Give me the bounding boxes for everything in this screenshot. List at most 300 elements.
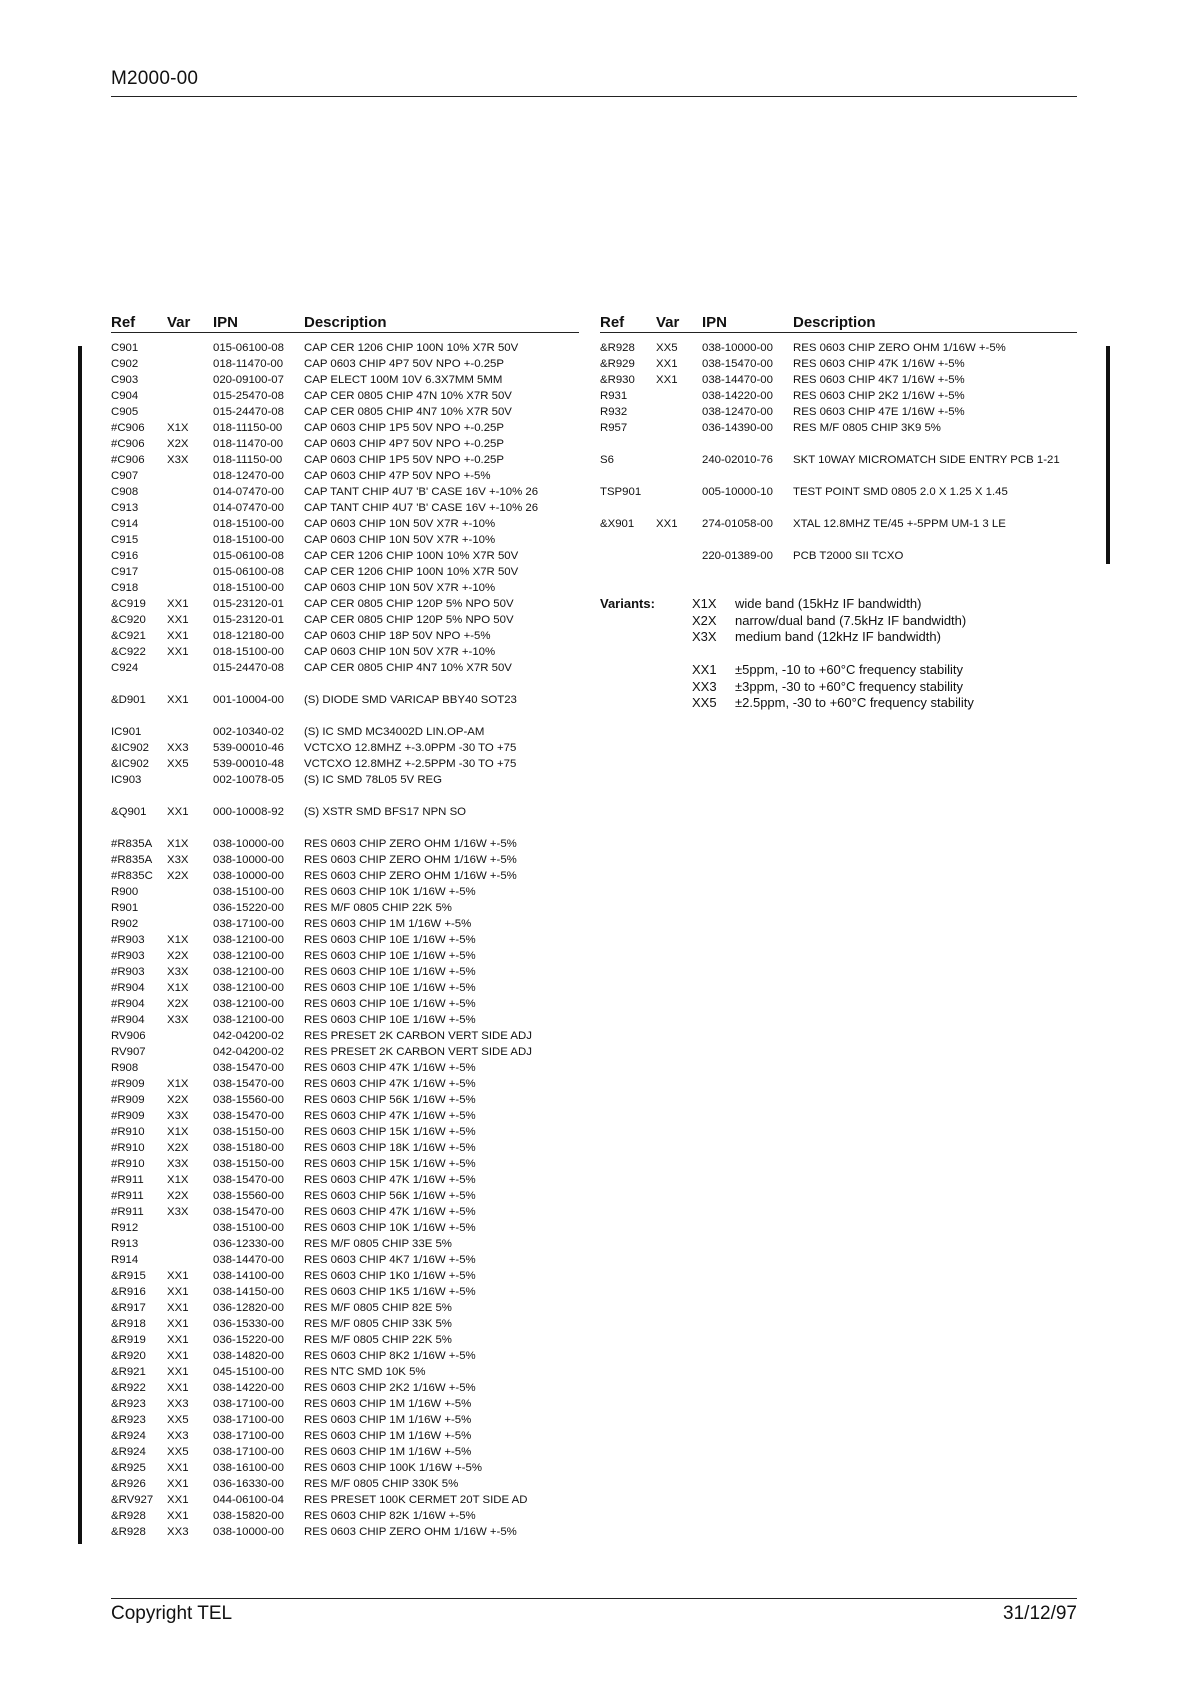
parts-row: [111, 692, 579, 708]
cell-description: CAP 0603 CHIP 4P7 50V NPO +-0.25P: [304, 438, 504, 450]
cell-var: X1X: [167, 422, 189, 434]
parts-row: [111, 1460, 579, 1476]
parts-row: [111, 436, 579, 452]
parts-row: [111, 1412, 579, 1428]
header-var: Var: [656, 314, 680, 331]
cell-ref: &Q901: [111, 806, 147, 818]
cell-var: X3X: [167, 1158, 189, 1170]
cell-ref: #R903: [111, 966, 145, 978]
cell-ipn: 038-15470-00: [213, 1110, 284, 1122]
cell-ipn: 015-06100-08: [213, 550, 284, 562]
cell-ipn: 018-15100-00: [213, 534, 284, 546]
cell-var: XX1: [167, 1510, 189, 1522]
parts-row: [111, 580, 579, 596]
cell-description: CAP CER 1206 CHIP 100N 10% X7R 50V: [304, 566, 519, 578]
cell-description: RES 0603 CHIP ZERO OHM 1/16W +-5%: [304, 854, 517, 866]
cell-description: RES 0603 CHIP 10E 1/16W +-5%: [304, 982, 476, 994]
parts-row: [111, 852, 579, 868]
cell-var: XX1: [167, 1494, 189, 1506]
cell-var: XX1: [167, 806, 189, 818]
cell-ipn: 005-10000-10: [702, 486, 773, 498]
cell-ref: C902: [111, 358, 139, 370]
cell-ref: &R921: [111, 1366, 146, 1378]
cell-description: RES 0603 CHIP 4K7 1/16W +-5%: [304, 1254, 476, 1266]
cell-ref: R902: [111, 918, 139, 930]
parts-row: [111, 548, 579, 564]
cell-ref: #R911: [111, 1174, 144, 1186]
parts-rows-left: [111, 333, 579, 1540]
cell-ref: #R903: [111, 950, 145, 962]
cell-ref: &R915: [111, 1270, 146, 1282]
parts-row: [111, 564, 579, 580]
cell-ipn: 018-15100-00: [213, 582, 284, 594]
parts-row: [111, 340, 579, 356]
cell-ipn: 036-15220-00: [213, 902, 284, 914]
cell-ipn: 018-11150-00: [213, 454, 283, 466]
variant-code: X2X: [692, 612, 717, 628]
parts-row: [111, 788, 579, 804]
variant-code: XX5: [692, 695, 717, 710]
cell-ipn: 038-12470-00: [702, 406, 773, 418]
cell-var: XX1: [167, 598, 189, 610]
parts-row: [111, 1092, 579, 1108]
cell-description: CAP 0603 CHIP 10N 50V X7R +-10%: [304, 582, 496, 594]
cell-ipn: 018-15100-00: [213, 646, 284, 658]
cell-description: CAP CER 1206 CHIP 100N 10% X7R 50V: [304, 342, 519, 354]
cell-description: RES 0603 CHIP 56K 1/16W +-5%: [304, 1190, 476, 1202]
cell-ipn: 036-12820-00: [213, 1302, 284, 1314]
cell-ipn: 038-15470-00: [213, 1062, 284, 1074]
cell-ref: C905: [111, 406, 139, 418]
cell-description: RES 0603 CHIP 1K5 1/16W +-5%: [304, 1286, 476, 1298]
cell-var: X3X: [167, 1206, 189, 1218]
parts-row: [111, 596, 579, 612]
cell-var: XX1: [167, 694, 189, 706]
cell-ipn: 038-17100-00: [213, 1398, 284, 1410]
cell-var: X1X: [167, 1126, 189, 1138]
cell-description: RES 0603 CHIP ZERO OHM 1/16W +-5%: [304, 1526, 517, 1538]
parts-row: [111, 676, 579, 692]
cell-ref: RV906: [111, 1030, 146, 1042]
parts-row: [600, 468, 1077, 484]
cell-ipn: 038-15180-00: [213, 1142, 284, 1154]
parts-row: [600, 500, 1077, 516]
cell-description: XTAL 12.8MHZ TE/45 +-5PPM UM-1 3 LE: [793, 518, 1006, 530]
cell-ipn: 038-15100-00: [213, 1222, 284, 1234]
cell-ref: &R920: [111, 1350, 146, 1362]
cell-ipn: 018-11470-00: [213, 358, 284, 370]
cell-description: RES 0603 CHIP 47K 1/16W +-5%: [793, 358, 965, 370]
cell-ipn: 044-06100-04: [213, 1494, 284, 1506]
cell-ref: #C906: [111, 422, 145, 434]
cell-ref: IC901: [111, 726, 142, 738]
cell-ipn: 036-12330-00: [213, 1238, 284, 1250]
cell-description: RES PRESET 2K CARBON VERT SIDE ADJ: [304, 1030, 532, 1042]
cell-ref: C916: [111, 550, 139, 562]
cell-ipn: 001-10004-00: [213, 694, 284, 706]
parts-row: [111, 1300, 579, 1316]
cell-ref: &D901: [111, 694, 146, 706]
change-bar-right: [1106, 346, 1110, 564]
cell-ipn: 038-15100-00: [213, 886, 284, 898]
parts-row: [111, 452, 579, 468]
cell-var: XX1: [656, 518, 678, 530]
variant-code: XX1: [692, 662, 717, 677]
cell-ipn: 038-15560-00: [213, 1094, 284, 1106]
cell-var: X2X: [167, 1142, 189, 1154]
cell-description: RES M/F 0805 CHIP 82E 5%: [304, 1302, 452, 1314]
variant-code: X1X: [692, 596, 717, 611]
cell-ref: R908: [111, 1062, 139, 1074]
parts-row: [111, 836, 579, 852]
cell-description: RES 0603 CHIP 15K 1/16W +-5%: [304, 1158, 476, 1170]
parts-row: [111, 932, 579, 948]
cell-var: XX1: [167, 1286, 189, 1298]
parts-row: [111, 1508, 579, 1524]
parts-row: [600, 388, 1077, 404]
cell-var: X1X: [167, 982, 189, 994]
table-header: [111, 314, 579, 333]
cell-var: XX1: [656, 374, 678, 386]
parts-row: [111, 356, 579, 372]
parts-row: [600, 516, 1077, 532]
cell-var: XX3: [167, 1526, 189, 1538]
parts-row: [111, 420, 579, 436]
cell-ref: C903: [111, 374, 139, 386]
parts-row: [111, 1172, 579, 1188]
cell-ref: &C922: [111, 646, 146, 658]
cell-ref: TSP901: [600, 486, 642, 498]
cell-description: RES 0603 CHIP 1M 1/16W +-5%: [304, 1398, 472, 1410]
parts-row: [111, 1076, 579, 1092]
copyright-text: Copyright TEL: [111, 1603, 233, 1624]
cell-description: RES 0603 CHIP 8K2 1/16W +-5%: [304, 1350, 476, 1362]
cell-ipn: 038-15560-00: [213, 1190, 284, 1202]
parts-row: [111, 516, 579, 532]
cell-ipn: 038-12100-00: [213, 950, 284, 962]
cell-var: XX5: [167, 1414, 189, 1426]
cell-ipn: 220-01389-00: [702, 550, 773, 562]
cell-description: RES 0603 CHIP 10E 1/16W +-5%: [304, 934, 476, 946]
parts-row: [111, 948, 579, 964]
cell-var: X3X: [167, 966, 189, 978]
parts-row: [111, 500, 579, 516]
cell-ipn: 018-11150-00: [213, 422, 283, 434]
cell-description: RES 0603 CHIP 100K 1/16W +-5%: [304, 1462, 483, 1474]
cell-var: X2X: [167, 1094, 189, 1106]
parts-row: [600, 372, 1077, 388]
cell-description: CAP CER 0805 CHIP 120P 5% NPO 50V: [304, 614, 514, 626]
cell-description: RES M/F 0805 CHIP 22K 5%: [304, 902, 452, 914]
cell-ipn: 036-14390-00: [702, 422, 773, 434]
cell-ipn: 038-14220-00: [702, 390, 773, 402]
parts-row: [600, 340, 1077, 356]
parts-row: [111, 964, 579, 980]
cell-description: CAP 0603 CHIP 10N 50V X7R +-10%: [304, 534, 496, 546]
cell-description: RES M/F 0805 CHIP 330K 5%: [304, 1478, 459, 1490]
cell-description: (S) IC SMD 78L05 5V REG: [304, 774, 443, 786]
cell-var: XX3: [167, 1430, 189, 1442]
cell-ref: &R917: [111, 1302, 146, 1314]
cell-description: RES 0603 CHIP ZERO OHM 1/16W +-5%: [793, 342, 1006, 354]
cell-ipn: 042-04200-02: [213, 1030, 284, 1042]
cell-ipn: 038-15820-00: [213, 1510, 284, 1522]
parts-row: [600, 452, 1077, 468]
parts-row: [111, 1124, 579, 1140]
cell-ipn: 020-09100-07: [213, 374, 284, 386]
cell-description: PCB T2000 SII TCXO: [793, 550, 904, 562]
cell-ipn: 018-12470-00: [213, 470, 284, 482]
cell-var: X1X: [167, 838, 189, 850]
cell-description: RES M/F 0805 CHIP 22K 5%: [304, 1334, 452, 1346]
cell-ref: C908: [111, 486, 139, 498]
cell-description: CAP CER 0805 CHIP 4N7 10% X7R 50V: [304, 406, 512, 418]
cell-description: CAP CER 0805 CHIP 47N 10% X7R 50V: [304, 390, 512, 402]
cell-description: CAP CER 1206 CHIP 100N 10% X7R 50V: [304, 550, 519, 562]
cell-ipn: 038-15150-00: [213, 1126, 284, 1138]
parts-row: [111, 404, 579, 420]
parts-row: [600, 484, 1077, 500]
cell-ref: #C906: [111, 454, 145, 466]
parts-row: [111, 1204, 579, 1220]
cell-var: XX1: [167, 646, 189, 658]
cell-description: (S) IC SMD MC34002D LIN.OP-AM: [304, 726, 485, 738]
cell-ipn: 036-15220-00: [213, 1334, 284, 1346]
cell-description: VCTCXO 12.8MHZ +-2.5PPM -30 TO +75: [304, 758, 517, 770]
cell-ipn: 000-10008-92: [213, 806, 284, 818]
cell-ref: &R928: [111, 1510, 146, 1522]
parts-row: [111, 388, 579, 404]
cell-description: RES 0603 CHIP 10E 1/16W +-5%: [304, 998, 476, 1010]
parts-row: [111, 1524, 579, 1540]
cell-ipn: 015-23120-01: [213, 614, 284, 626]
cell-var: XX1: [167, 1302, 189, 1314]
parts-row: [111, 1396, 579, 1412]
parts-row: [111, 1428, 579, 1444]
parts-row: [111, 1140, 579, 1156]
cell-description: RES M/F 0805 CHIP 3K9 5%: [793, 422, 941, 434]
cell-ipn: 038-12100-00: [213, 934, 284, 946]
cell-var: X2X: [167, 438, 189, 450]
cell-var: XX1: [167, 1350, 189, 1362]
cell-ref: &R929: [600, 358, 635, 370]
cell-var: XX1: [167, 1270, 189, 1282]
header-rule: [111, 96, 1077, 97]
cell-ipn: 038-15470-00: [702, 358, 773, 370]
cell-ref: C907: [111, 470, 139, 482]
cell-ipn: 015-06100-08: [213, 342, 284, 354]
parts-row: [111, 980, 579, 996]
header-ipn: IPN: [702, 314, 728, 331]
cell-ipn: 014-07470-00: [213, 486, 284, 498]
parts-row: [600, 404, 1077, 420]
cell-description: VCTCXO 12.8MHZ +-3.0PPM -30 TO +75: [304, 742, 517, 754]
cell-var: XX5: [167, 758, 189, 770]
parts-row: [111, 1108, 579, 1124]
cell-var: XX1: [167, 1318, 189, 1330]
parts-row: [111, 372, 579, 388]
parts-row: [111, 868, 579, 884]
cell-ref: R901: [111, 902, 139, 914]
cell-ref: #R835C: [111, 870, 153, 882]
variant-code: X3X: [692, 629, 717, 644]
cell-ref: #R904: [111, 998, 145, 1010]
parts-row: [600, 532, 1077, 548]
table-header: [600, 314, 1077, 333]
cell-description: CAP 0603 CHIP 1P5 50V NPO +-0.25P: [304, 422, 504, 434]
cell-ref: #R909: [111, 1078, 145, 1090]
cell-description: RES 0603 CHIP 15K 1/16W +-5%: [304, 1126, 476, 1138]
cell-ipn: 015-06100-08: [213, 566, 284, 578]
cell-ipn: 539-00010-46: [213, 742, 284, 754]
parts-row: [111, 1476, 579, 1492]
cell-ipn: 038-10000-00: [213, 854, 284, 866]
cell-ref: &R919: [111, 1334, 146, 1346]
cell-ref: &R923: [111, 1398, 146, 1410]
header-ref: Ref: [600, 314, 625, 331]
cell-description: CAP 0603 CHIP 4P7 50V NPO +-0.25P: [304, 358, 504, 370]
cell-description: CAP ELECT 100M 10V 6.3X7MM 5MM: [304, 374, 503, 386]
cell-description: RES 0603 CHIP 18K 1/16W +-5%: [304, 1142, 476, 1154]
cell-description: RES 0603 CHIP ZERO OHM 1/16W +-5%: [304, 838, 517, 850]
cell-ref: R900: [111, 886, 139, 898]
cell-ref: &R924: [111, 1430, 146, 1442]
cell-var: XX1: [167, 614, 189, 626]
cell-ref: RV907: [111, 1046, 146, 1058]
cell-ref: #R909: [111, 1094, 145, 1106]
parts-row: [111, 900, 579, 916]
cell-description: RES 0603 CHIP 10E 1/16W +-5%: [304, 966, 476, 978]
cell-var: XX3: [167, 1398, 189, 1410]
parts-row: [111, 996, 579, 1012]
cell-description: RES 0603 CHIP 1M 1/16W +-5%: [304, 1446, 472, 1458]
cell-ipn: 038-17100-00: [213, 1446, 284, 1458]
cell-ref: C914: [111, 518, 139, 530]
cell-description: RES NTC SMD 10K 5%: [304, 1366, 426, 1378]
cell-var: X2X: [167, 1190, 189, 1202]
cell-ref: &R922: [111, 1382, 146, 1394]
cell-ipn: 038-15470-00: [213, 1078, 284, 1090]
parts-row: [600, 548, 1077, 564]
cell-ref: #R910: [111, 1158, 145, 1170]
cell-description: CAP CER 0805 CHIP 120P 5% NPO 50V: [304, 598, 514, 610]
parts-row: [111, 820, 579, 836]
parts-row: [111, 1268, 579, 1284]
parts-row: [111, 884, 579, 900]
cell-description: RES M/F 0805 CHIP 33K 5%: [304, 1318, 452, 1330]
parts-row: [600, 436, 1077, 452]
cell-ref: #R835A: [111, 838, 153, 850]
cell-ipn: 240-02010-76: [702, 454, 773, 466]
cell-ref: &R926: [111, 1478, 146, 1490]
cell-ipn: 038-16100-00: [213, 1462, 284, 1474]
parts-table-left: [111, 314, 579, 1540]
cell-ref: &C920: [111, 614, 146, 626]
cell-description: RES 0603 CHIP 47K 1/16W +-5%: [304, 1078, 476, 1090]
parts-row: [111, 1364, 579, 1380]
variant-description: narrow/dual band (7.5kHz IF bandwidth): [735, 612, 967, 628]
cell-description: RES 0603 CHIP 2K2 1/16W +-5%: [304, 1382, 476, 1394]
cell-ref: #R903: [111, 934, 145, 946]
cell-ipn: 038-15150-00: [213, 1158, 284, 1170]
cell-ref: C904: [111, 390, 139, 402]
cell-ref: #R909: [111, 1110, 145, 1122]
cell-ref: &R925: [111, 1462, 146, 1474]
cell-ref: R912: [111, 1222, 139, 1234]
cell-ipn: 045-15100-00: [213, 1366, 284, 1378]
cell-ipn: 015-25470-08: [213, 390, 284, 402]
header-description: Description: [793, 314, 876, 331]
cell-ref: #C906: [111, 438, 145, 450]
cell-ipn: 018-12180-00: [213, 630, 284, 642]
cell-ref: R914: [111, 1254, 139, 1266]
header-ipn: IPN: [213, 314, 239, 331]
cell-description: RES 0603 CHIP 1K0 1/16W +-5%: [304, 1270, 476, 1282]
cell-description: SKT 10WAY MICROMATCH SIDE ENTRY PCB 1-21: [793, 454, 1060, 466]
parts-row: [111, 484, 579, 500]
cell-ipn: 038-10000-00: [213, 838, 284, 850]
variant-code: XX3: [692, 678, 717, 694]
parts-row: [111, 1044, 579, 1060]
footer-rule: [111, 1598, 1077, 1599]
variant-description: medium band (12kHz IF bandwidth): [735, 629, 941, 644]
header-description: Description: [304, 314, 387, 331]
cell-description: CAP 0603 CHIP 10N 50V X7R +-10%: [304, 646, 496, 658]
cell-description: RES 0603 CHIP 2K2 1/16W +-5%: [793, 390, 965, 402]
parts-row: [111, 612, 579, 628]
cell-ipn: 038-15470-00: [213, 1206, 284, 1218]
cell-var: X1X: [167, 1078, 189, 1090]
parts-row: [111, 1492, 579, 1508]
cell-description: RES 0603 CHIP 47K 1/16W +-5%: [304, 1110, 476, 1122]
cell-var: X3X: [167, 1110, 189, 1122]
parts-table-right: [600, 314, 1077, 564]
cell-ipn: 015-23120-01: [213, 598, 284, 610]
cell-description: RES 0603 CHIP 47K 1/16W +-5%: [304, 1062, 476, 1074]
parts-row: [600, 356, 1077, 372]
cell-ref: #R911: [111, 1206, 144, 1218]
cell-ref: R932: [600, 406, 628, 418]
header-ref: Ref: [111, 314, 136, 331]
cell-ref: #R910: [111, 1126, 145, 1138]
cell-ref: &R928: [111, 1526, 146, 1538]
cell-ref: IC903: [111, 774, 142, 786]
cell-ref: &R918: [111, 1318, 146, 1330]
cell-ipn: 038-14470-00: [702, 374, 773, 386]
parts-row: [111, 708, 579, 724]
cell-var: X2X: [167, 950, 189, 962]
cell-ipn: 036-16330-00: [213, 1478, 284, 1490]
cell-ref: &RV927: [111, 1494, 154, 1506]
cell-description: RES 0603 CHIP 10E 1/16W +-5%: [304, 1014, 476, 1026]
parts-row: [111, 1332, 579, 1348]
cell-var: XX1: [167, 1366, 189, 1378]
variant-description: ±3ppm, -30 to +60°C frequency stability: [735, 678, 964, 694]
cell-ref: &IC902: [111, 758, 149, 770]
cell-var: XX3: [167, 742, 189, 754]
cell-description: RES 0603 CHIP 10E 1/16W +-5%: [304, 950, 476, 962]
cell-description: RES M/F 0805 CHIP 33E 5%: [304, 1238, 452, 1250]
parts-row: [111, 628, 579, 644]
parts-row: [111, 1316, 579, 1332]
cell-ref: R957: [600, 422, 628, 434]
cell-ipn: 038-10000-00: [702, 342, 773, 354]
parts-row: [111, 1252, 579, 1268]
parts-row: [600, 420, 1077, 436]
cell-ipn: 038-10000-00: [213, 870, 284, 882]
cell-description: RES 0603 CHIP 47E 1/16W +-5%: [793, 406, 965, 418]
parts-row: [111, 724, 579, 740]
